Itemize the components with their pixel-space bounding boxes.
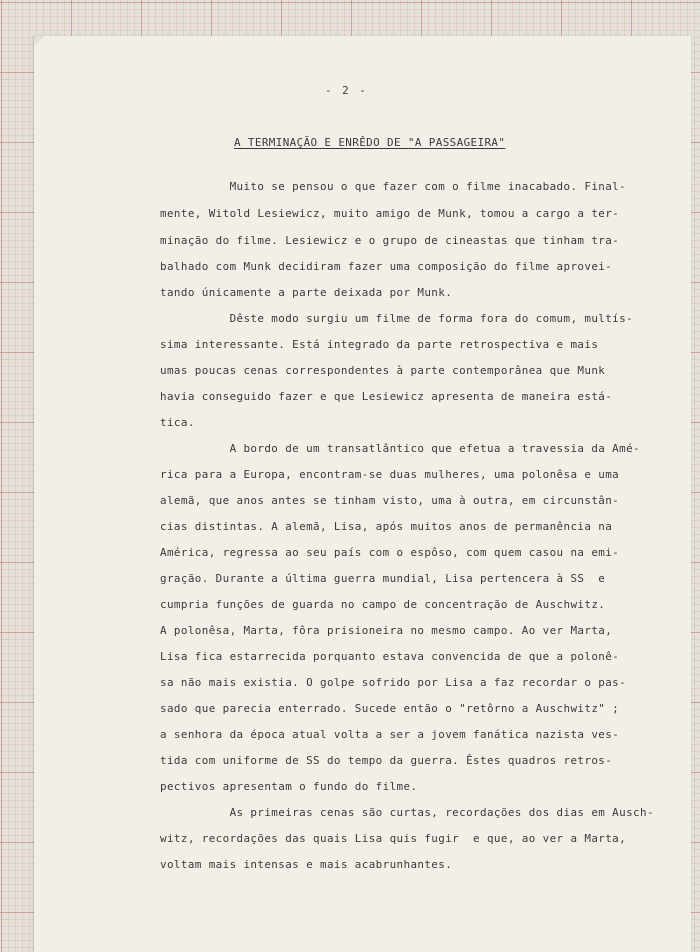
text-line: mente, Witold Lesiewicz, muito amigo de Munk, tomou a cargo a ter-: [160, 207, 620, 220]
text-line: cias distintas. A alemã, Lisa, após muitos anos de permanência na: [160, 520, 613, 533]
text-line: umas poucas cenas correspondentes à parte contemporânea que Munk: [160, 364, 606, 377]
text-line: A bordo de um transatlântico que efetua a travessia da Amé-: [160, 442, 641, 455]
text-line: voltam mais intensas e mais acabrunhantes.: [160, 858, 453, 871]
text-line: América, regressa ao seu país com o espôso, com quem casou na emi-: [160, 546, 620, 559]
text-line: tica.: [160, 416, 195, 429]
text-line: tida com uniforme de SS do tempo da guerra. Êstes quadros retros-: [160, 754, 613, 767]
torn-corner: [34, 36, 44, 46]
document-title: A TERMINAÇÃO E ENRÊDO DE "A PASSAGEIRA": [234, 136, 506, 149]
text-line: witz, recordações das quais Lisa quis fugir e que, ao ver a Marta,: [160, 832, 627, 845]
text-line: Muito se pensou o que fazer com o filme inacabado. Final-: [160, 180, 627, 193]
text-line: cumpria funções de guarda no campo de concentração de Auschwitz.: [160, 598, 606, 611]
page-number: - 2 -: [325, 84, 368, 97]
text-line: pectivos apresentam o fundo do filme.: [160, 780, 418, 793]
text-line: As primeiras cenas são curtas, recordações dos dias em Ausch-: [160, 806, 654, 819]
text-line: sima interessante. Está integrado da parte retrospectiva e mais: [160, 338, 599, 351]
text-line: alemã, que anos antes se tinham visto, uma à outra, em circunstân-: [160, 494, 620, 507]
text-line: Dêste modo surgiu um filme de forma fora do comum, multís-: [160, 312, 634, 325]
text-line: minação do filme. Lesiewicz e o grupo de cineastas que tinham tra-: [160, 234, 620, 247]
text-line: Lisa fica estarrecida porquanto estava convencida de que a polonê-: [160, 650, 620, 663]
text-line: gração. Durante a última guerra mundial, Lisa pertencera à SS e: [160, 572, 606, 585]
text-line: rica para a Europa, encontram-se duas mulheres, uma polonêsa e uma: [160, 468, 620, 481]
text-line: a senhora da época atual volta a ser a jovem fanática nazista ves-: [160, 728, 620, 741]
text-line: A polonêsa, Marta, fôra prisioneira no mesmo campo. Ao ver Marta,: [160, 624, 613, 637]
text-line: sa não mais existia. O golpe sofrido por Lisa a faz recordar o pas-: [160, 676, 627, 689]
text-line: tando únicamente a parte deixada por Munk.: [160, 286, 453, 299]
text-line: balhado com Munk decidiram fazer uma composição do filme aprovei-: [160, 260, 613, 273]
text-line: sado que parecia enterrado. Sucede então o "retôrno a Auschwitz" ;: [160, 702, 620, 715]
text-line: havia conseguido fazer e que Lesiewicz apresenta de maneira está-: [160, 390, 613, 403]
